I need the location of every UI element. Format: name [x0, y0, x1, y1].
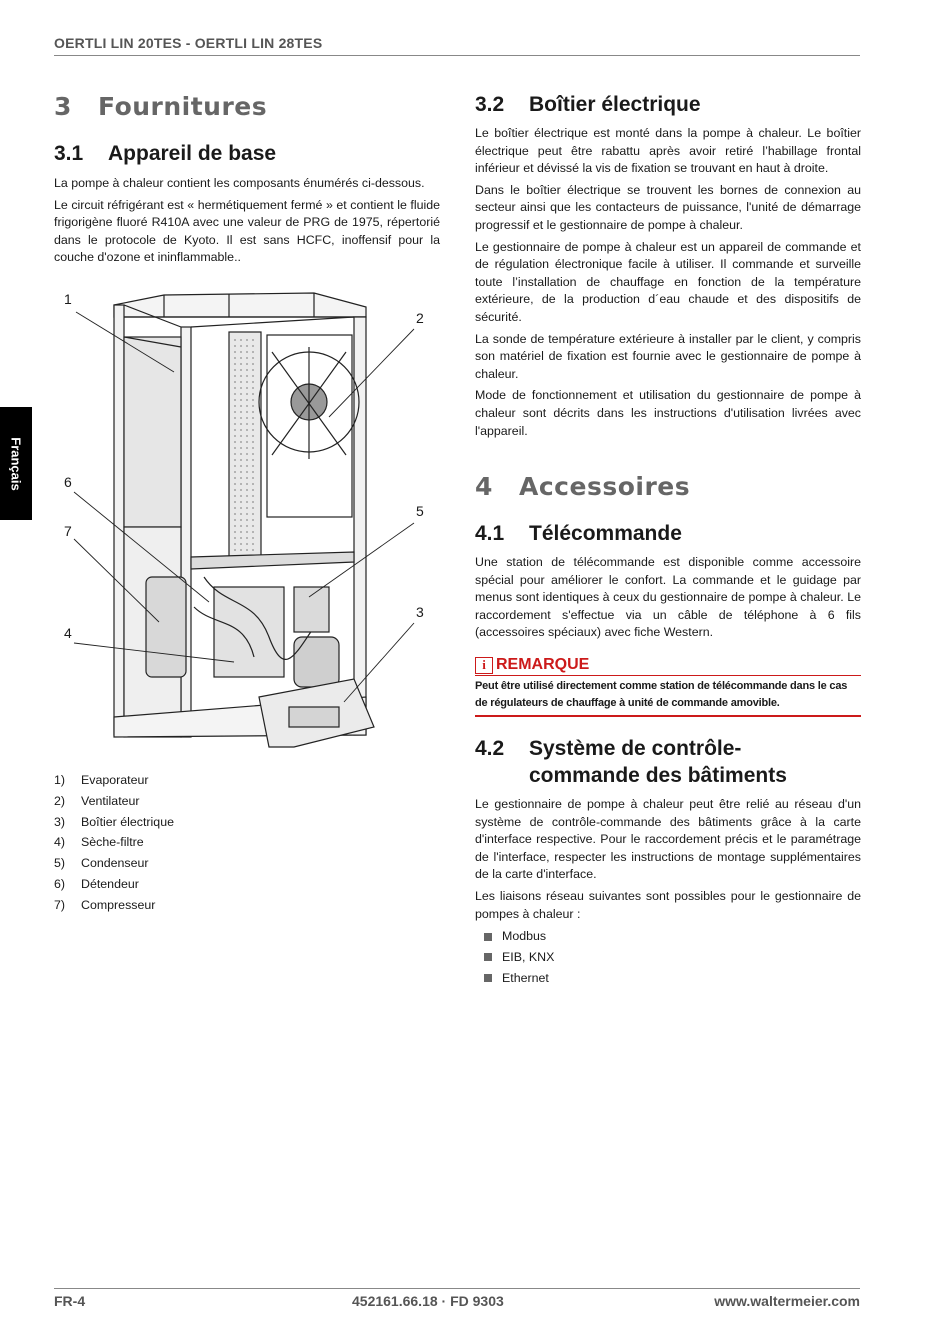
- list-item: Ethernet: [475, 968, 861, 989]
- section-4-2-heading: [475, 737, 861, 788]
- figure-callout-3: 3: [416, 603, 424, 620]
- right-column: [475, 88, 861, 989]
- legend-item: 3) Boîtier électrique: [54, 814, 174, 829]
- remark-header: [475, 656, 861, 674]
- bullet-square-icon: [484, 974, 492, 982]
- left-column: [54, 88, 440, 916]
- remark-divider: [475, 675, 861, 676]
- section-number: 4.2: [475, 737, 505, 761]
- bullet-square-icon: [484, 953, 492, 961]
- info-icon: i: [475, 657, 493, 674]
- list-item: Modbus: [475, 926, 861, 947]
- section-number: 3.1: [54, 142, 84, 165]
- figure-callout-1: 1: [64, 290, 72, 307]
- page-number: FR-4: [54, 1293, 86, 1309]
- section-title: Télécommande: [529, 522, 682, 546]
- section-title-line2: commande des bâtiments: [529, 764, 787, 788]
- paragraph: Le gestionnaire de pompe à chaleur peut être relié au réseau d'un système de contrôle-commande des bâtiments grâce à la carte d'interface respective. Pour le raccordement précis et le paramétrage de l'interface, respecter les instructions de montage supplémentaires de la carte d'interface.: [475, 797, 861, 882]
- document-reference: 452161.66.18 · FD 9303: [352, 1293, 504, 1309]
- section-3-2-heading: [475, 93, 861, 117]
- paragraph: Mode de fonctionnement et utilisation du gestionnaire de pompe à chaleur sont décrits dans les instructions d'utilisation livrées avec l'appareil.: [475, 388, 861, 438]
- language-tab: [0, 407, 32, 520]
- remark-title: REMARQUE: [496, 656, 590, 674]
- heat-pump-drawing: [54, 277, 444, 767]
- paragraph: Les liaisons réseau suivantes sont possibles pour le gestionnaire de pompes à chaleur :: [475, 889, 861, 921]
- figure-callout-7: 7: [64, 522, 72, 539]
- paragraph: La sonde de température extérieure à installer par le client, y compris son matériel de fixation est fournie avec le gestionnaire de pompe à chaleur.: [475, 331, 861, 381]
- remark-text: Peut être utilisé directement comme station de télécommande dans le cas de régulateurs de chauffage à unité de commande amovible.: [475, 680, 848, 710]
- network-list: [475, 926, 861, 988]
- figure-callout-5: 5: [416, 502, 424, 519]
- figure-callout-4: 4: [64, 624, 72, 641]
- footer-divider: [54, 1288, 860, 1289]
- chapter-4-heading: [475, 472, 861, 501]
- heat-pump-figure: [54, 277, 444, 767]
- section-3-1-heading: [54, 142, 440, 166]
- figure-callout-6: 6: [64, 473, 72, 490]
- section-4-1-heading: [475, 522, 861, 546]
- legend-item: 5) Condenseur: [54, 856, 149, 871]
- figure-legend: [54, 770, 440, 916]
- paragraph: Le boîtier électrique est monté dans la pompe à chaleur. Le boîtier électrique peut être rabattu après avoir retiré l’habillage frontal inférieur et dévissé la vis de fixation se trouvant en haut à droite.: [475, 126, 861, 176]
- chapter-number: 4: [475, 472, 493, 502]
- section-title: Appareil de base: [108, 142, 277, 165]
- chapter-number: 3: [54, 92, 72, 121]
- list-item: EIB, KNX: [475, 947, 861, 968]
- section-number: 3.2: [475, 93, 505, 116]
- chapter-title: Accessoires: [519, 472, 691, 502]
- remark-box: [475, 656, 861, 717]
- section-number: 4.1: [475, 522, 505, 546]
- section-title-line1: Système de contrôle-: [529, 737, 742, 761]
- paragraph: La pompe à chaleur contient les composants énumérés ci-dessous.: [54, 176, 425, 190]
- website-link[interactable]: www.waltermeier.com: [714, 1293, 860, 1309]
- figure-callout-2: 2: [416, 309, 424, 326]
- section-title: Boîtier électrique: [529, 93, 701, 116]
- chapter-title: Fournitures: [98, 92, 268, 121]
- legend-item: 7) Compresseur: [54, 897, 156, 912]
- paragraph: Le gestionnaire de pompe à chaleur est un appareil de commande et de régulation électronique facile à utiliser. Il commande et surveille toute l’installation de chauffage en fonction de la température extérieure, de la production d´eau chaude et des dispositifs de sécurité.: [475, 239, 861, 324]
- header-divider: [54, 55, 860, 56]
- chapter-3-heading: [54, 92, 440, 121]
- paragraph: Une station de télécommande est disponible comme accessoire spécial pour améliorer le confort. La commande et le guidage par menus sont identiques à ceux du gestionnaire de pompe à chaleur. Le raccordement s'effectue via un câble de téléphone à 6 fils (accessoires spéciaux) avec fiche Western.: [475, 555, 861, 640]
- legend-item: 6) Détendeur: [54, 876, 139, 891]
- legend-item: 2) Ventilateur: [54, 793, 140, 808]
- running-header: OERTLI LIN 20TES - OERTLI LIN 28TES: [54, 35, 323, 51]
- bullet-square-icon: [484, 933, 492, 941]
- language-tab-label: Français: [8, 436, 24, 491]
- paragraph: Dans le boîtier électrique se trouvent les bornes de connexion au secteur ainsi que les contacteurs de puissance, l'unité de démarrage progressif et le gestionnaire de pompe à chaleur.: [475, 182, 861, 232]
- legend-item: 4) Sèche-filtre: [54, 835, 144, 850]
- paragraph: Le circuit réfrigérant est « hermétiquement fermé » et contient le fluide frigorigène fluoré R410A avec une valeur de PRG de 1975, répertorié dans le protocole de Kyoto. Il est sans HCFC, inoffensif pour la couche d'ozone et ininflammable..: [54, 197, 440, 265]
- legend-item: 1) Evaporateur: [54, 772, 149, 787]
